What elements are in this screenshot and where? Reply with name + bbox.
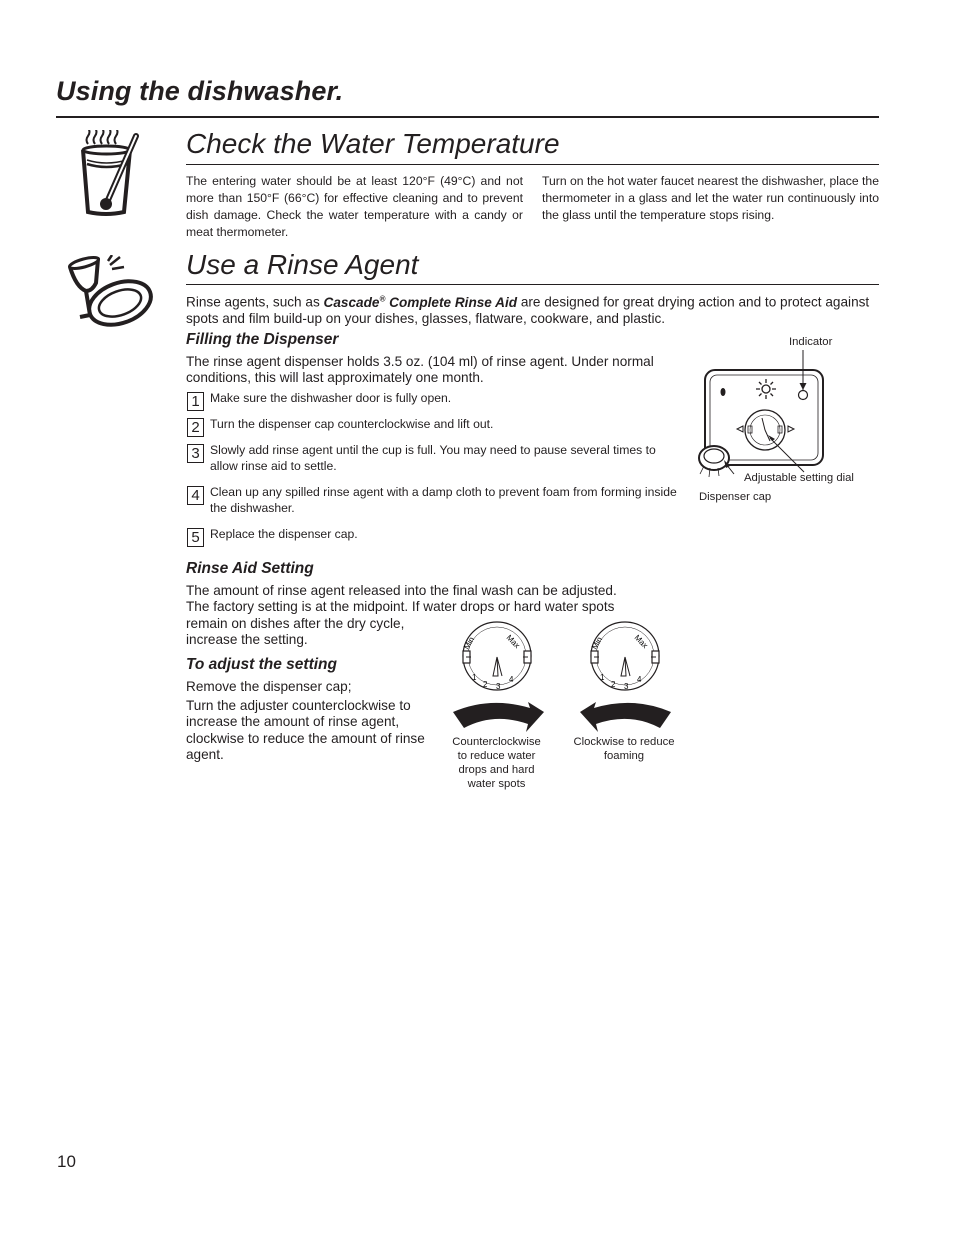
step-number: 1	[187, 392, 204, 411]
dispenser-cap-label: Dispenser cap	[699, 491, 772, 503]
step-text: Turn the dispenser cap counterclockwise and lift out.	[210, 417, 494, 431]
thermometer-glass-icon	[78, 130, 144, 218]
step-text: Replace the dispenser cap.	[210, 527, 358, 541]
rinse-agent-rule	[186, 284, 879, 285]
rinse-aid-setting-line-2: The factory setting is at the midpoint. If water drops or hard water spots	[186, 599, 615, 614]
clockwise-arrow-icon	[580, 702, 671, 732]
glass-and-plate-icon	[64, 255, 156, 330]
step-text: Slowly add rinse agent until the cup is full. You may need to pause several times to allow rinse aid to settle.	[210, 443, 656, 473]
dial-number: 2	[611, 680, 616, 689]
step-number: 3	[187, 444, 204, 463]
rinse-aid-setting-line-3: remain on dishes after the dry cycle,	[186, 616, 405, 631]
clockwise-caption: Clockwise to reduce foaming	[573, 736, 675, 762]
water-temperature-right-text: Turn on the hot water faucet nearest the dishwasher, place the thermometer in a glass and let the water run continuously into the glass until the temperature stops rising.	[542, 174, 879, 222]
dial-number: 4	[509, 675, 514, 684]
dial-number: 3	[624, 682, 629, 691]
step-number: 2	[187, 418, 204, 437]
title-rule	[56, 116, 879, 118]
step-text: Make sure the dishwasher door is fully open.	[210, 391, 452, 405]
intro-suffix: are designed for great drying action and to protect against spots and film build-up on your dishes, glasses, flatware, cookware, and plastic.	[186, 294, 870, 326]
indicator-label: Indicator	[789, 336, 833, 348]
intro-prefix: Rinse agents, such as	[186, 294, 324, 310]
counterclockwise-caption: Counterclockwise to reduce water drops and hard water spots	[452, 736, 541, 790]
dial-max-label: Max	[632, 633, 650, 651]
dial-number: 3	[496, 682, 501, 691]
rinse-aid-setting-line-4: increase the setting.	[186, 632, 308, 647]
water-temperature-heading: Check the Water Temperature	[186, 128, 560, 159]
water-temperature-left-text: The entering water should be at least 120°F (49°C) and not more than 150°F (66°C) for effective cleaning and to prevent dish damage. Check the water temperature with a candy or meat thermometer.	[186, 174, 523, 239]
dial-number: 4	[637, 675, 642, 684]
water-temperature-rule	[186, 164, 879, 165]
dial-min-label: Min	[461, 635, 477, 651]
filling-dispenser-heading: Filling the Dispenser	[186, 331, 339, 348]
intro-brand: Cascade	[323, 294, 380, 310]
rinse-aid-setting-heading: Rinse Aid Setting	[186, 560, 314, 577]
page-number: 10	[57, 1152, 76, 1171]
filling-dispenser-intro: The rinse agent dispenser holds 3.5 oz. (104 ml) of rinse agent. Under normal conditions, this will last approximately one month.	[186, 354, 654, 386]
intro-registered-mark: ®	[379, 294, 386, 303]
rinse-agent-intro	[186, 291, 876, 327]
rinse-agent-heading: Use a Rinse Agent	[186, 249, 419, 280]
counterclockwise-dial-diagram	[450, 620, 546, 738]
adjust-step-1: Remove the dispenser cap;	[186, 679, 352, 694]
clockwise-dial-diagram	[578, 620, 674, 738]
adjust-setting-heading: To adjust the setting	[186, 656, 337, 673]
dispenser-diagram	[690, 350, 860, 490]
dial-number: 1	[600, 673, 605, 682]
dial-number: 1	[472, 673, 477, 682]
step-number: 4	[187, 486, 204, 505]
dial-number: 2	[483, 680, 488, 689]
page-title: Using the dishwasher.	[56, 76, 344, 106]
adjust-step-2: Turn the adjuster counterclockwise to increase the amount of rinse agent, clockwise to reduce the amount of rinse agent.	[186, 698, 425, 763]
step-text: Clean up any spilled rinse agent with a damp cloth to prevent foam from forming inside the dishwasher.	[210, 485, 677, 515]
dial-max-label: Max	[504, 633, 522, 651]
adjustable-setting-dial-label: Adjustable setting dial	[744, 472, 854, 484]
step-number: 5	[187, 528, 204, 547]
counterclockwise-arrow-icon	[453, 702, 544, 732]
intro-product: Complete Rinse Aid	[385, 294, 518, 310]
dial-min-label: Min	[589, 635, 605, 651]
rinse-aid-setting-line-1: The amount of rinse agent released into the final wash can be adjusted.	[186, 583, 617, 598]
